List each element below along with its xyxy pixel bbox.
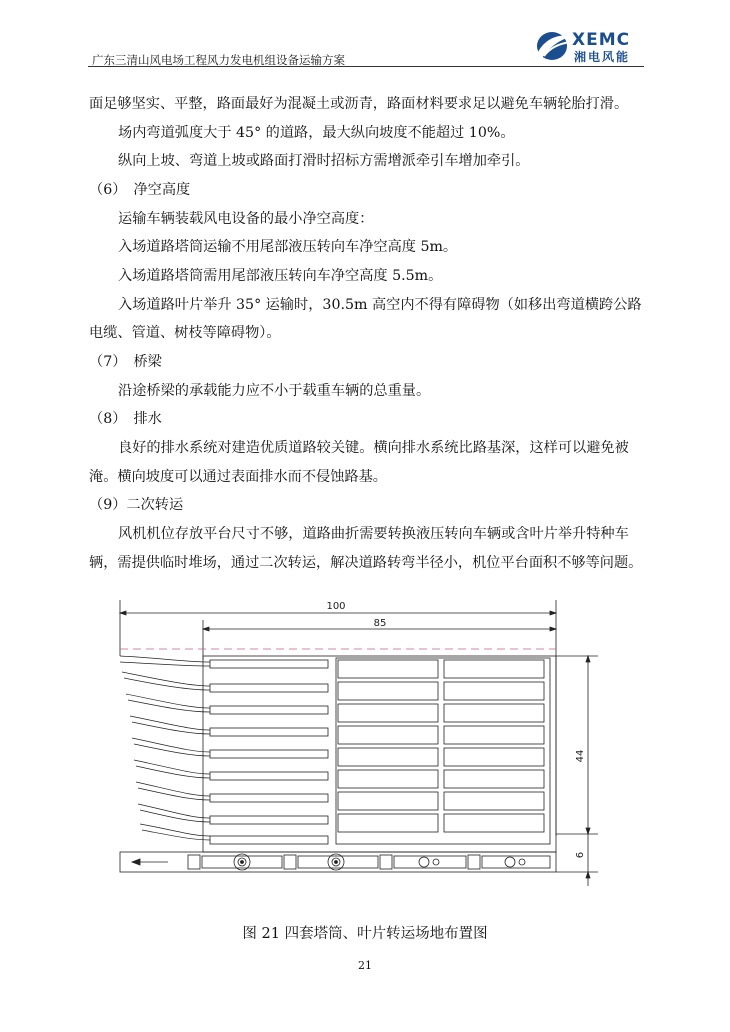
header-divider	[88, 66, 644, 67]
paragraph-line: 良好的排水系统对建造优质道路较关键。横向排水系统比路基深，这样可以避免被	[118, 440, 629, 456]
dimension-label-6: 6	[575, 851, 586, 859]
section-heading: （7） 桥梁	[89, 354, 162, 370]
paragraph-line: 纵向上坡、弯道上坡或路面打滑时招标方需增派牵引车增加牵引。	[118, 153, 530, 169]
blade-roots	[210, 660, 328, 844]
figure-caption: 图 21 四套塔筒、叶片转运场地布置图	[242, 926, 488, 942]
paragraph-line: 淹。横向坡度可以通过表面排水而不侵蚀路基。	[89, 469, 387, 485]
company-logo	[534, 28, 646, 64]
paragraph-line: 电缆、管道、树枝等障碍物）。	[89, 325, 281, 341]
paragraph-line: 场内弯道弧度大于 45° 的道路，最大纵向坡度不能超过 10%。	[118, 125, 515, 141]
logo-text: XEMC	[572, 30, 631, 50]
dimension-inner-width	[203, 618, 556, 660]
paragraph-line: 入场道路塔筒需用尾部液压转向车净空高度 5.5m。	[118, 268, 443, 284]
paragraph-line: 沿途桥梁的承载能力应不小于载重车辆的总重量。	[118, 383, 431, 399]
dimension-road	[556, 834, 598, 886]
storage-yard-outline	[203, 656, 556, 852]
tower-section-grid	[336, 658, 550, 844]
paragraph-line: 辆，需提供临时堆场，通过二次转运，解决道路转弯半径小，机位平台面积不够等问题。	[89, 555, 643, 571]
page-number: 21	[358, 959, 372, 972]
paragraph-line: 入场道路叶片举升 35° 运输时，30.5m 高空内不得有障碍物（如移出弯道横跨公路	[118, 297, 642, 313]
dimension-height	[556, 656, 598, 834]
dimension-label-100: 100	[326, 601, 346, 612]
site-layout-figure	[110, 596, 610, 896]
document-title: 广东三清山风电场工程风力发电机组设备运输方案	[92, 53, 345, 67]
paragraph-line: 风机机位存放平台尺寸不够，道路曲折需要转换液压转向车辆或含叶片举升特种车	[118, 526, 629, 542]
dimension-label-85: 85	[373, 618, 387, 629]
section-heading: （8） 排水	[89, 411, 162, 427]
logo-swoosh-icon	[534, 28, 574, 64]
section-heading: （9）二次转运	[89, 497, 184, 513]
blade-stack	[120, 656, 210, 840]
transport-vehicles	[188, 854, 550, 870]
dimension-label-44: 44	[575, 749, 586, 763]
section-heading: （6） 净空高度	[89, 182, 191, 198]
paragraph-line: 运输车辆装载风电设备的最小净空高度：	[118, 211, 374, 227]
paragraph-line: 入场道路塔筒运输不用尾部液压转向车净空高度 5m。	[118, 239, 458, 255]
paragraph-line: 面足够坚实、平整，路面最好为混凝土或沥青，路面材料要求足以避免车辆轮胎打滑。	[89, 96, 629, 112]
logo-subtext: 湘电风能	[574, 50, 631, 64]
road-strip	[120, 852, 556, 872]
